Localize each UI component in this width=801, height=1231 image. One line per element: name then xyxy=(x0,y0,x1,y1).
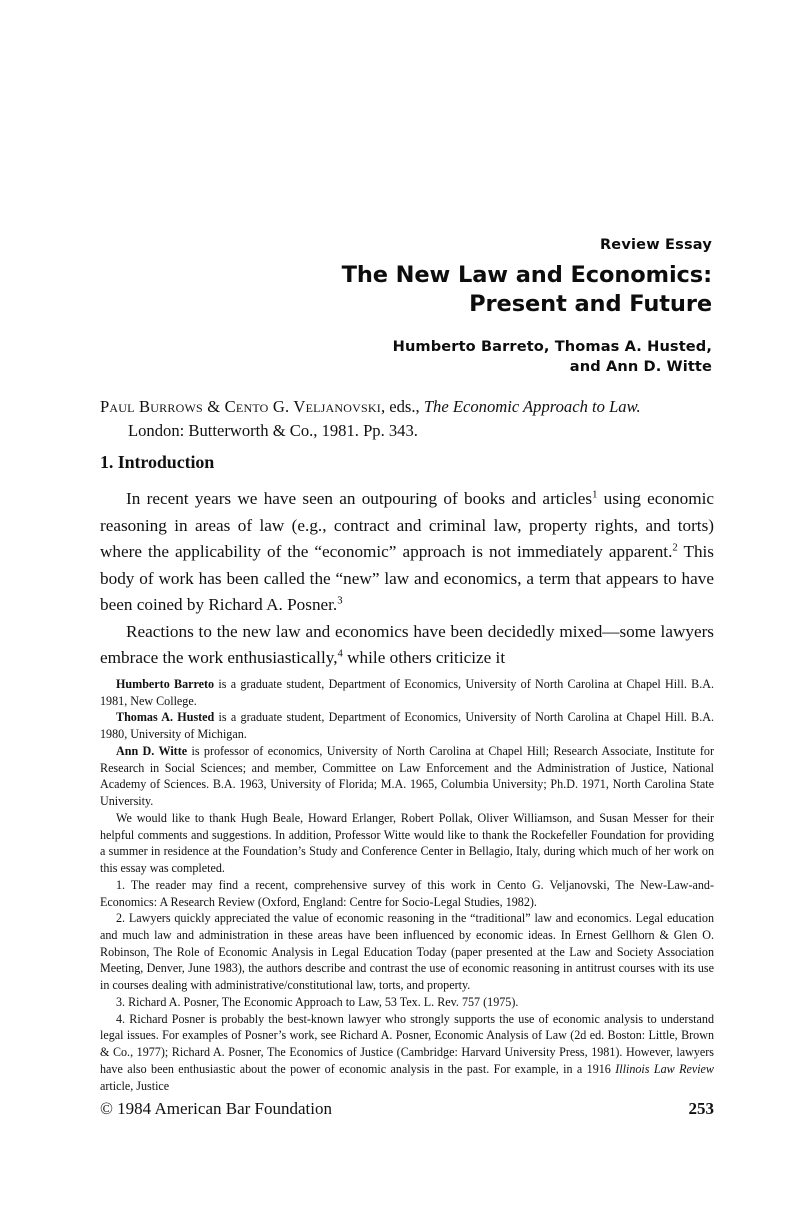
article-body xyxy=(100,486,714,672)
para1-part-a: In recent years we have seen an outpouring of books and articles xyxy=(126,489,593,508)
footnote-1: 1. The reader may find a recent, comprehensive survey of this work in Cento G. Veljanovski, The New-Law-and-Economics: A Research Review (Oxford, England: Centre for Socio-Legal Studies, 1982). xyxy=(100,877,714,909)
article-masthead xyxy=(100,236,712,378)
byline-line-1: Humberto Barreto, Thomas A. Husted, xyxy=(392,337,712,355)
body-paragraph-1 xyxy=(100,486,714,619)
contributor-bio-barreto: is a graduate student, Department of Economics, University of North Carolina at Chapel Hill. B.A. 1981, New College. xyxy=(100,677,715,708)
footnote-4-part-a: 4. Richard Posner is probably the best-known lawyer who strongly supports the use of economic analysis to understand legal issues. For examples of Posner’s work, see Richard A. Posner, Economic Analysis of Law (2d ed. Boston: Little, Brown & Co., 1977); Richard A. Posner, The Economics of Justice (Cambridge: Harvard University Press, 1981). However, lawyers have also been enthusiastic about the power of economic analysis in the past. For example, in a 1916 xyxy=(100,1011,714,1076)
para1-part-b: using economic reasoning in areas of law (e.g., contract and criminal law, property rights, and torts) where the applicability of the “economic” approach is not immediately apparent. xyxy=(100,489,714,562)
contributor-note-barreto xyxy=(100,676,714,709)
contributor-bio-husted: is a graduate student, Department of Economics, University of North Carolina at Chapel Hill. B.A. 1980, University of Michigan. xyxy=(100,710,715,742)
footnote-4-journal-title: Illinois Law Review xyxy=(615,1061,714,1076)
citation-imprint: London: Butterworth & Co., 1981. Pp. 343. xyxy=(128,420,418,440)
footnote-4-part-b: article, Justice xyxy=(100,1078,170,1093)
title-line-1: The New Law and Economics: xyxy=(341,262,712,289)
footnote-2: 2. Lawyers quickly appreciated the value of economic reasoning in the “traditional” law and economics. Legal education and much law and administration in these areas have been influenced by economic ideas. In Ernest Gellhorn & Glen O. Robinson, The Role of Economic Analysis in Legal Education Today (paper presented at the Law and Society Association Meeting, Denver, June 1983), the authors describe and contrast the use of economic reasoning in antitrust courses with its use in courses dealing with administrative/constitutional law, torts, and property. xyxy=(100,911,714,993)
title-line-2: Present and Future xyxy=(469,291,712,318)
page-footer xyxy=(100,1099,714,1119)
copyright-line: © 1984 American Bar Foundation xyxy=(100,1099,332,1118)
byline-line-2: and Ann D. Witte xyxy=(569,358,712,376)
footnote-ref-3[interactable]: 3 xyxy=(337,595,343,607)
page-number: 253 xyxy=(688,1099,714,1118)
article-kicker: Review Essay xyxy=(599,237,712,253)
footnote-block xyxy=(100,676,714,1094)
contributor-name-husted: Thomas A. Husted xyxy=(116,710,215,725)
footnote-3: 3. Richard A. Posner, The Economic Approach to Law, 53 Tex. L. Rev. 757 (1975). xyxy=(116,994,519,1009)
footnote-ref-2[interactable]: 2 xyxy=(672,542,678,554)
footnote-ref-4[interactable]: 4 xyxy=(337,648,343,660)
footnote-ref-1[interactable]: 1 xyxy=(592,489,598,501)
contributor-bio-witte: is professor of economics, University of North Carolina at Chapel Hill; Research Associate, Institute for Research in Social Sciences; and member, Committee on Law Enforcement and the Administration of Justice, National Academy of Sciences. B.A. 1963, University of Florida; M.A. 1965, Columbia University; Ph.D. 1971, North Carolina State University. xyxy=(100,743,714,809)
page-title xyxy=(100,261,712,320)
para2-part-a: Reactions to the new law and economics have been decidedly mixed—some lawyers embrace the work enthusiastically, xyxy=(100,621,714,668)
contributor-note-witte xyxy=(100,743,714,810)
reviewed-book-citation xyxy=(100,395,712,442)
citation-editors: Paul Burrows & Cento G. Veljanovski xyxy=(100,397,381,416)
citation-book-title: The Economic Approach to Law. xyxy=(423,397,641,416)
body-paragraph-2 xyxy=(100,619,714,672)
para2-part-b: while others criticize it xyxy=(342,648,506,668)
contributor-name-barreto: Humberto Barreto xyxy=(116,677,215,691)
section-heading-introduction: 1. Introduction xyxy=(100,452,215,472)
footnote-4 xyxy=(100,1011,714,1095)
contributor-name-witte: Ann D. Witte xyxy=(116,743,188,758)
author-byline xyxy=(100,337,712,378)
para1-part-c: This body of work has been called the “new” law and economics, a term that appears to have been coined by Richard A. Posner. xyxy=(100,542,714,615)
acknowledgment-note: We would like to thank Hugh Beale, Howard Erlanger, Robert Pollak, Oliver Williamson, and Susan Messer for their helpful comments and suggestions. In addition, Professor Witte would like to thank the Rockefeller Foundation for providing a summer in residence at the Foundation’s Study and Conference Center in Bellagio, Italy, during which much of her work on this essay was completed. xyxy=(100,810,714,876)
contributor-note-husted xyxy=(100,709,714,742)
citation-eds-label: , eds., xyxy=(380,397,424,416)
